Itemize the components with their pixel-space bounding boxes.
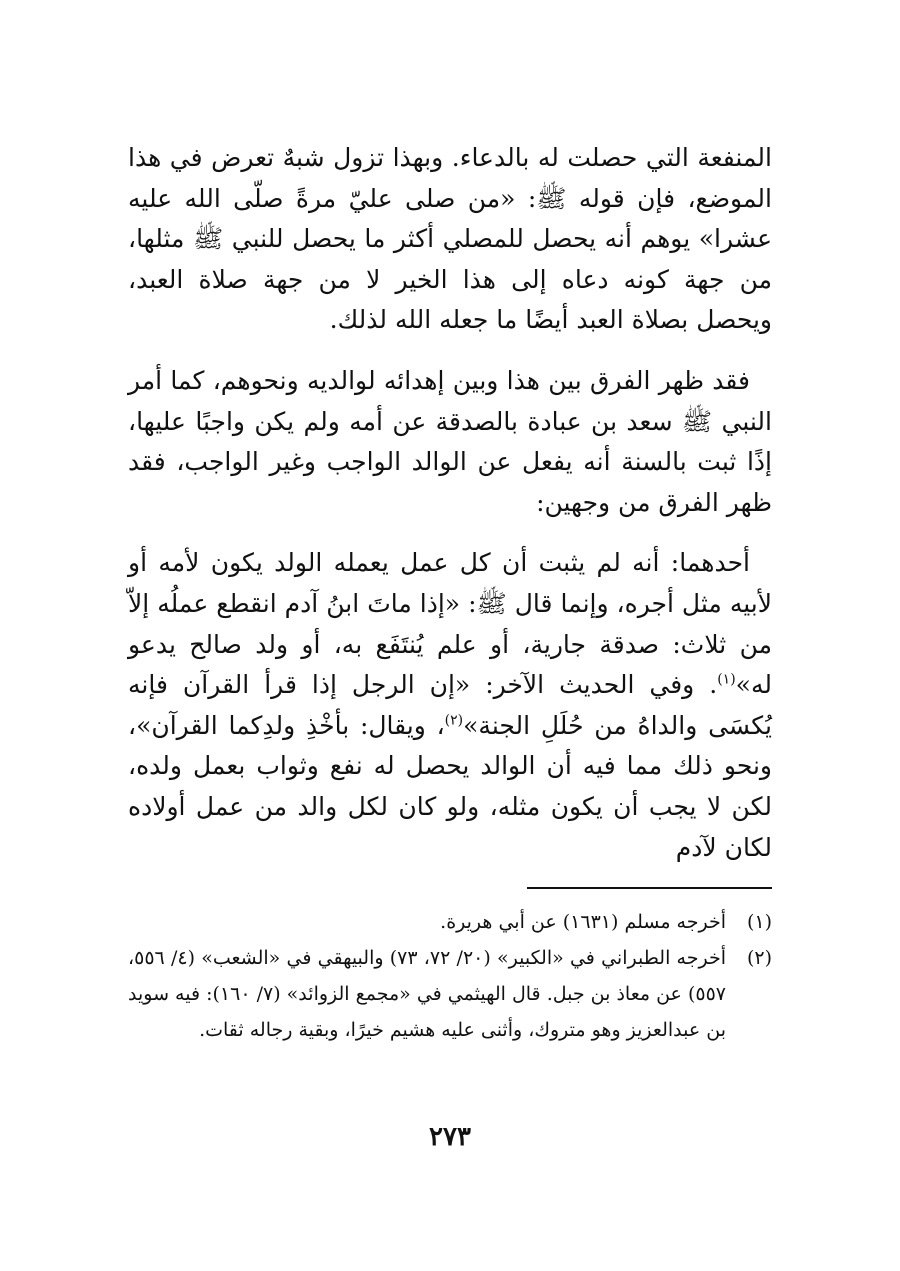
paragraph-1: المنفعة التي حصلت له بالدعاء. وبهذا تزول شبهٌ تعرض في هذا الموضع، فإن قوله ﷺ: «من صلى عليّ مرةً صلّى الله عليه عشرا» يوهم أنه يحصل للمصلي أكثر ما يحصل للنبي ﷺ مثلها، من جهة كونه دعاه إلى هذا الخير لا من جهة صلاة العبد، ويحصل بصلاة العبد أيضًا ما جعله الله لذلك. [128,143,772,335]
footnote-1 [128,904,772,940]
paragraph-3-part-3: ، ويقال: بأخْذِ ولدِكما القرآن»، ونحو ذلك مما فيه أن الوالد يحصل له نفع وثواب بعمل ولده، لكن لا يجب أن يكون مثله، ولو كان لكل والد من عمل أولاده لكان لآدم [128,710,772,862]
footnote-ref-1: (١) [717,671,736,688]
footnote-ref-2: (٢) [444,712,464,729]
main-text [128,138,772,888]
paragraph-3 [128,543,772,868]
footnote-2 [128,940,772,1048]
footnote-number: (٢) [746,947,772,969]
footnote-text: أخرجه مسلم (١٦٣١) عن أبي هريرة. [440,911,726,933]
page-number: ٢٧٣ [429,1122,471,1152]
footnotes [128,904,772,1048]
paragraph-2: فقد ظهر الفرق بين هذا وبين إهدائه لوالديه ونحوهم، كما أمر النبي ﷺ سعد بن عبادة بالصدقة عن أمه ولم يكن واجبًا عليها، إذًا ثبت بالسنة أنه يفعل عن الوالد الواجب وغير الواجب، فقد ظهر الفرق من وجهين: [128,365,772,517]
paragraph-3-part-1: أحدهما: أنه لم يثبت أن كل عمل يعمله الولد يكون لأمه أو لأبيه مثل أجره، وإنما قال ﷺ: «إذا ماتَ ابنُ آدم انقطع عملُه إلاّ من ثلاث: صدقة جارية، أو علم يُنتَفَع به، أو ولد صالح يدعو له» [128,548,772,700]
footnote-number: (١) [746,911,772,933]
footnote-divider [527,887,772,889]
paragraph-3-part-2: . وفي الحديث الآخر: «إن الرجل إذا قرأ القرآن فإنه يُكسَى والداهُ من حُلَلِ الجنة» [128,670,772,740]
footnote-text: أخرجه الطبراني في «الكبير» (٢٠/ ٧٢، ٧٣) والبيهقي في «الشعب» (٤/ ٥٥٦، ٥٥٧) عن معاذ بن جبل. قال الهيثمي في «مجمع الزوائد» (٧/ ١٦٠): فيه سويد بن عبدالعزيز وهو متروك، وأثنى عليه هشيم خيرًا، وبقية رجاله ثقات. [128,947,726,1041]
